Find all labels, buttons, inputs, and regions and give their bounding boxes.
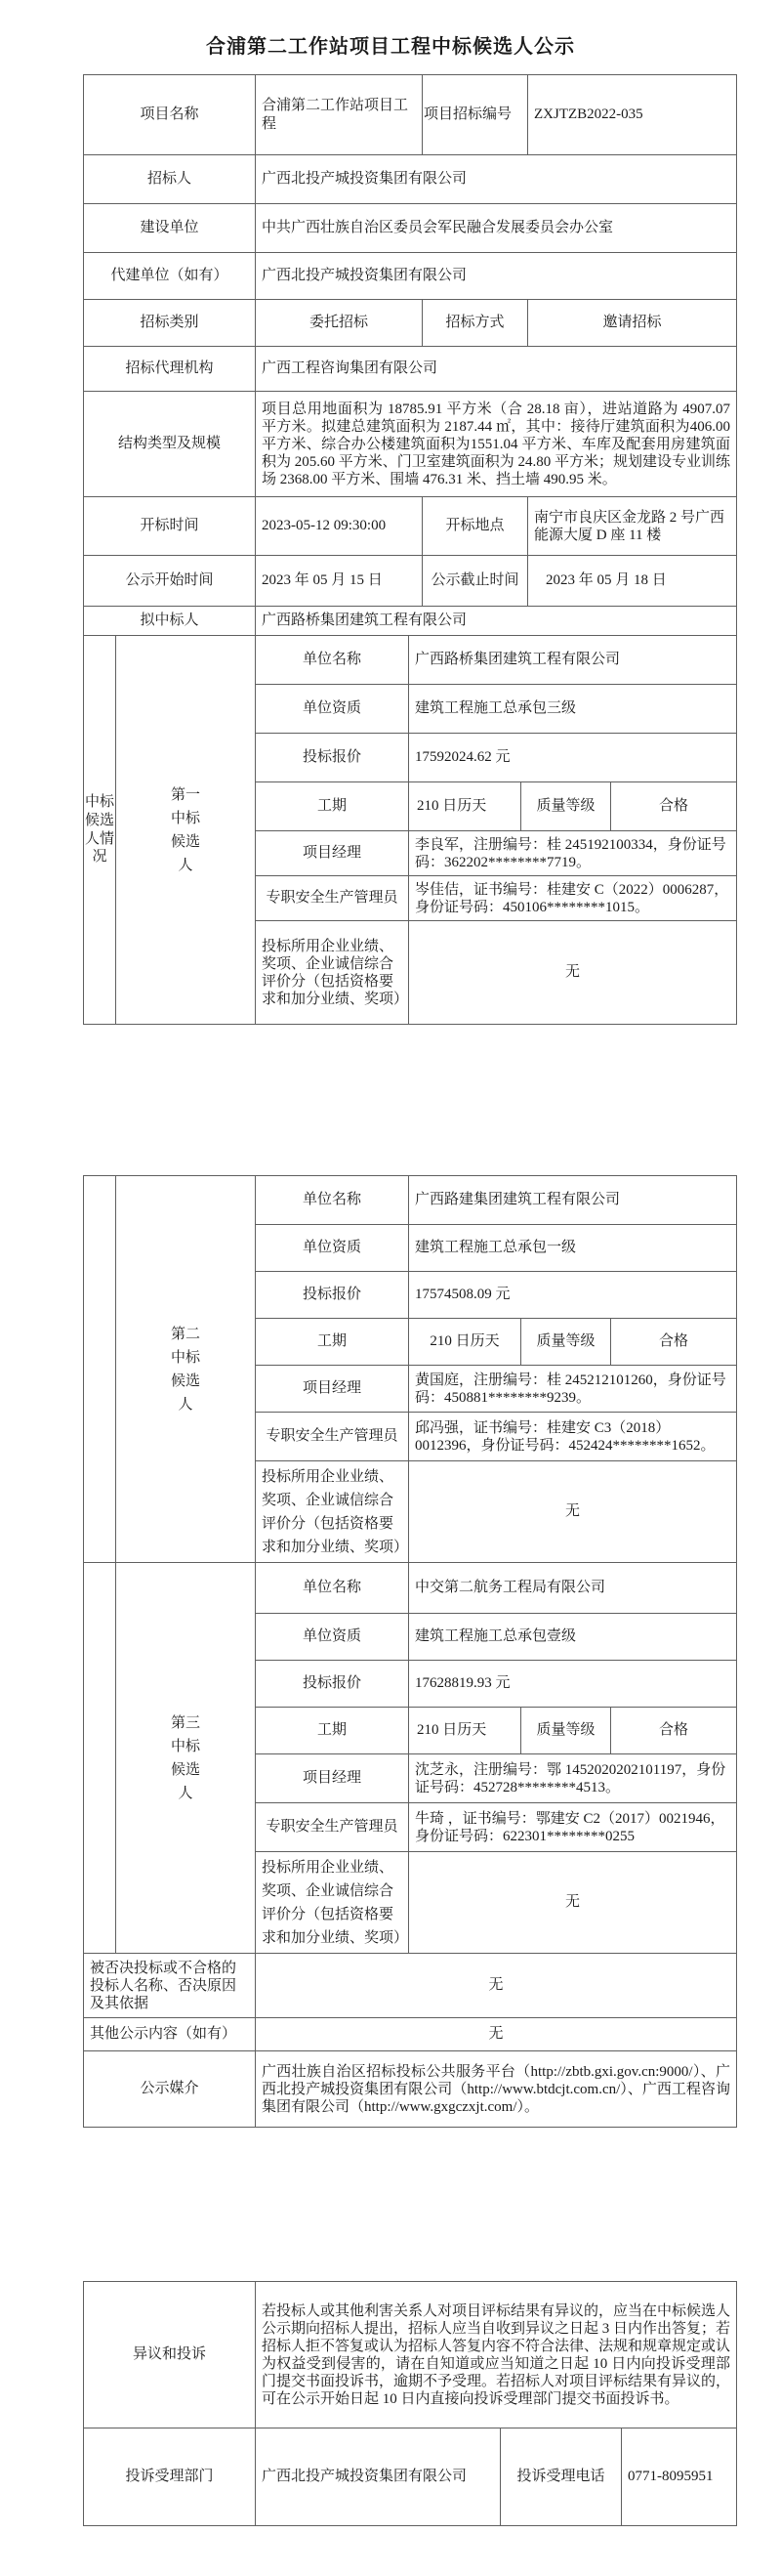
candidate-3-qualification: 建筑工程施工总承包壹级 <box>409 1614 737 1661</box>
table-row <box>84 75 737 155</box>
publicity-end-value: 2023 年 05 月 18 日 <box>528 556 737 607</box>
candidate-1-safety-officer: 岑佳佶，证书编号：桂建安 C（2022）0006287，身份证号码：450106********1015。 <box>409 876 737 921</box>
table-segment-2 <box>83 1175 737 2128</box>
construction-unit-label: 建设单位 <box>84 204 256 253</box>
table-row <box>256 831 737 876</box>
candidate-1-quality: 合格 <box>611 782 737 831</box>
quality-label: 质量等级 <box>521 782 611 831</box>
structure-text: 项目总用地面积为 18785.91 平方米（合 28.18 亩），进站道路为 4907.07 平方米。拟建总建筑面积为 2187.44 ㎡，其中：接待厅建筑面积为406.00 平方米、综合办公楼建筑面积为1551.04 平方米、车库及配套用房建筑面积为 205.60 平方米、门卫室建筑面积为 24.80 平方米；规划建设专业训练场 2368.00 平方米、围墙 476.31 米、挡土墙 490.95 米。 <box>262 401 731 487</box>
performance-label: 投标所用企业业绩、奖项、企业诚信综合评价分（包括资格要求和加分业绩、奖项） <box>256 921 409 1025</box>
table-row <box>256 1661 737 1708</box>
table-row <box>256 1614 737 1661</box>
table-row <box>256 1803 737 1852</box>
project-name-value: 合浦第二工作站项目工程 <box>256 75 423 155</box>
safety-officer-label: 专职安全生产管理员 <box>256 1803 409 1852</box>
structure-value <box>256 392 737 497</box>
candidate-2-performance: 无 <box>409 1461 737 1563</box>
candidate-2-bid-price: 17574508.09 元 <box>409 1272 737 1319</box>
safety-officer-label: 专职安全生产管理员 <box>256 1413 409 1461</box>
complaint-row <box>84 2428 737 2526</box>
table-row <box>256 782 737 831</box>
unit-name-label: 单位名称 <box>256 1563 409 1614</box>
candidate-2-qualification: 建筑工程施工总承包一级 <box>409 1225 737 1272</box>
table-row <box>256 1754 737 1803</box>
publicity-end-label: 公示截止时间 <box>423 556 528 607</box>
objection-value <box>256 2282 737 2428</box>
candidates-section-spacer <box>84 1176 116 1563</box>
qualification-label: 单位资质 <box>256 1225 409 1272</box>
quality-label: 质量等级 <box>521 1319 611 1366</box>
table-row <box>256 1225 737 1272</box>
candidate-3-performance: 无 <box>409 1852 737 1954</box>
complaint-phone-value: 0771-8095951 <box>622 2428 737 2526</box>
unit-name-label: 单位名称 <box>256 636 409 685</box>
candidate-1-pm: 李良军，注册编号：桂 245192100334，身份证号码：362202********7719。 <box>409 831 737 876</box>
tender-category-label: 招标类别 <box>84 300 256 347</box>
table-row <box>256 1461 737 1563</box>
candidate-3-duration: 210 日历天 <box>409 1708 521 1754</box>
table-row <box>256 1319 737 1366</box>
candidate-3-bid-price: 17628819.93 元 <box>409 1661 737 1708</box>
performance-label: 投标所用企业业绩、奖项、企业诚信综合评价分（包括资格要求和加分业绩、奖项） <box>256 1852 409 1954</box>
duration-label: 工期 <box>256 1319 409 1366</box>
tender-category-value: 委托招标 <box>256 300 423 347</box>
candidate-1-rank <box>116 636 256 1025</box>
publicity-start-value: 2023 年 05 月 15 日 <box>256 556 423 607</box>
media-label: 公示媒介 <box>84 2051 256 2128</box>
agency-label: 招标代理机构 <box>84 347 256 392</box>
candidate-2-section <box>84 1176 737 1563</box>
candidate-2-rank <box>116 1176 256 1563</box>
table-row <box>84 556 737 607</box>
candidate-1-duration: 210 日历天 <box>409 782 521 831</box>
table-row <box>256 1708 737 1754</box>
candidate-3-unit-name: 中交第二航务工程局有限公司 <box>409 1563 737 1614</box>
rejected-bidders-label: 被否决投标或不合格的投标人名称、否决原因及其依据 <box>84 1954 256 2018</box>
table-row <box>256 1852 737 1954</box>
table-row <box>256 1366 737 1413</box>
table-row <box>256 734 737 782</box>
pm-label: 项目经理 <box>256 1366 409 1413</box>
candidate-1-rank-text: 第一中标候选人 <box>170 786 200 873</box>
tenderer-label: 招标人 <box>84 155 256 204</box>
candidate-1-unit-name: 广西路桥集团建筑工程有限公司 <box>409 636 737 685</box>
media-value <box>256 2051 737 2128</box>
bid-price-label: 投标报价 <box>256 734 409 782</box>
candidate-3-rank <box>116 1563 256 1954</box>
complaint-phone-label: 投诉受理电话 <box>501 2428 622 2526</box>
agent-unit-value: 广西北投产城投资集团有限公司 <box>256 253 737 300</box>
performance-label: 投标所用企业业绩、奖项、企业诚信综合评价分（包括资格要求和加分业绩、奖项） <box>256 1461 409 1563</box>
objection-text: 若投标人或其他利害关系人对项目评标结果有异议的，应当在中标候选人公示期向招标人提出，招标人应当自收到异议之日起 3 日内作出答复；若招标人拒不答复或认为招标人答复内容不符合法律、法规和规章规定或认为权益受到侵害的，请在自知道或应当知道之日起 10 日内向投诉受理部门提交书面投诉书，逾期不予受理。若招标人对项目评标结果有异议的，可在公示开始日起 10 日内直接向投诉受理部门提交书面投诉书。 <box>262 2302 731 2407</box>
agency-value: 广西工程咨询集团有限公司 <box>256 347 737 392</box>
table-row <box>256 1413 737 1461</box>
proposed-winner-value: 广西路桥集团建筑工程有限公司 <box>256 607 737 636</box>
bid-price-label: 投标报价 <box>256 1661 409 1708</box>
candidate-3-pm: 沈芝永，注册编号：鄂 1452020202101197，身份证号码：452728********4513。 <box>409 1754 737 1803</box>
table-row <box>84 204 737 253</box>
objection-row <box>84 2282 737 2428</box>
table-row <box>256 1176 737 1225</box>
qualification-label: 单位资质 <box>256 1614 409 1661</box>
tender-no-value: ZXJTZB2022-035 <box>528 75 737 155</box>
table-row <box>84 347 737 392</box>
unit-name-label: 单位名称 <box>256 1176 409 1225</box>
other-content-value: 无 <box>256 2018 737 2051</box>
table-row <box>84 607 737 636</box>
opening-time-label: 开标时间 <box>84 497 256 556</box>
tender-method-value: 邀请招标 <box>528 300 737 347</box>
pm-label: 项目经理 <box>256 831 409 876</box>
candidate-2-pm: 黄国庭，注册编号：桂 245212101260，身份证号码：450881********9239。 <box>409 1366 737 1413</box>
table-segment-3 <box>83 2281 737 2526</box>
candidate-2-safety-officer: 邱冯强，证书编号：桂建安 C3（2018）0012396，身份证号码：452424********1652。 <box>409 1413 737 1461</box>
pm-label: 项目经理 <box>256 1754 409 1803</box>
candidate-3-quality: 合格 <box>611 1708 737 1754</box>
table-row <box>256 876 737 921</box>
table-row <box>84 253 737 300</box>
complaint-dept-value: 广西北投产城投资集团有限公司 <box>256 2428 501 2526</box>
duration-label: 工期 <box>256 782 409 831</box>
candidate-1-bid-price: 17592024.62 元 <box>409 734 737 782</box>
table-row <box>256 921 737 1025</box>
opening-place-value: 南宁市良庆区金龙路 2 号广西能源大厦 D 座 11 楼 <box>528 497 737 556</box>
agent-unit-label: 代建单位（如有） <box>84 253 256 300</box>
other-content-row <box>84 2018 737 2051</box>
media-row <box>84 2051 737 2128</box>
publicity-start-label: 公示开始时间 <box>84 556 256 607</box>
proposed-winner-label: 拟中标人 <box>84 607 256 636</box>
candidate-3-safety-officer: 牛琦 ，证书编号：鄂建安 C2（2017）0021946，身份证号码：622301********0255 <box>409 1803 737 1852</box>
tenderer-value: 广西北投产城投资集团有限公司 <box>256 155 737 204</box>
qualification-label: 单位资质 <box>256 685 409 734</box>
project-name-label: 项目名称 <box>84 75 256 155</box>
candidates-section-label: 中标候选人情况 <box>84 636 116 1025</box>
construction-unit-value: 中共广西壮族自治区委员会军民融合发展委员会办公室 <box>256 204 737 253</box>
rejected-bidders-value: 无 <box>256 1954 737 2018</box>
other-content-label: 其他公示内容（如有） <box>84 2018 256 2051</box>
structure-label: 结构类型及规模 <box>84 392 256 497</box>
bid-price-label: 投标报价 <box>256 1272 409 1319</box>
candidate-2-rank-text: 第二中标候选人 <box>170 1326 200 1413</box>
candidate-2-unit-name: 广西路建集团建筑工程有限公司 <box>409 1176 737 1225</box>
tender-method-label: 招标方式 <box>423 300 528 347</box>
page-title: 合浦第二工作站项目工程中标候选人公示 <box>206 36 575 58</box>
candidate-3-section <box>84 1563 737 1954</box>
media-text: 广西壮族自治区招标投标公共服务平台（http://zbtb.gxi.gov.cn:9000/）、广西北投产城投资集团有限公司（http://www.btdcjt.com.cn/）、广西工程咨询集团有限公司（http://www.gxgczxjt.com/）。 <box>262 2063 730 2115</box>
table-row <box>84 155 737 204</box>
quality-label: 质量等级 <box>521 1708 611 1754</box>
duration-label: 工期 <box>256 1708 409 1754</box>
candidate-1-section <box>84 636 737 1025</box>
opening-place-label: 开标地点 <box>423 497 528 556</box>
safety-officer-label: 专职安全生产管理员 <box>256 876 409 921</box>
candidate-2-rows <box>256 1176 737 1563</box>
tender-no-label: 项目招标编号 <box>423 75 528 155</box>
table-row <box>256 636 737 685</box>
candidates-section-spacer <box>84 1563 116 1954</box>
opening-time-value: 2023-05-12 09:30:00 <box>256 497 423 556</box>
candidate-2-duration: 210 日历天 <box>409 1319 521 1366</box>
candidate-1-performance: 无 <box>409 921 737 1025</box>
candidate-1-qualification: 建筑工程施工总承包三级 <box>409 685 737 734</box>
candidate-1-rows <box>256 636 737 1025</box>
table-row <box>256 1563 737 1614</box>
table-row <box>84 497 737 556</box>
table-row <box>256 685 737 734</box>
complaint-dept-label: 投诉受理部门 <box>84 2428 256 2526</box>
candidate-2-quality: 合格 <box>611 1319 737 1366</box>
candidate-3-rows <box>256 1563 737 1954</box>
table-segment-1 <box>83 74 737 1025</box>
table-row <box>84 300 737 347</box>
table-row <box>256 1272 737 1319</box>
table-row <box>84 392 737 497</box>
objection-label: 异议和投诉 <box>84 2282 256 2428</box>
candidate-3-rank-text: 第三中标候选人 <box>170 1714 200 1801</box>
rejected-bidders-row <box>84 1954 737 2018</box>
